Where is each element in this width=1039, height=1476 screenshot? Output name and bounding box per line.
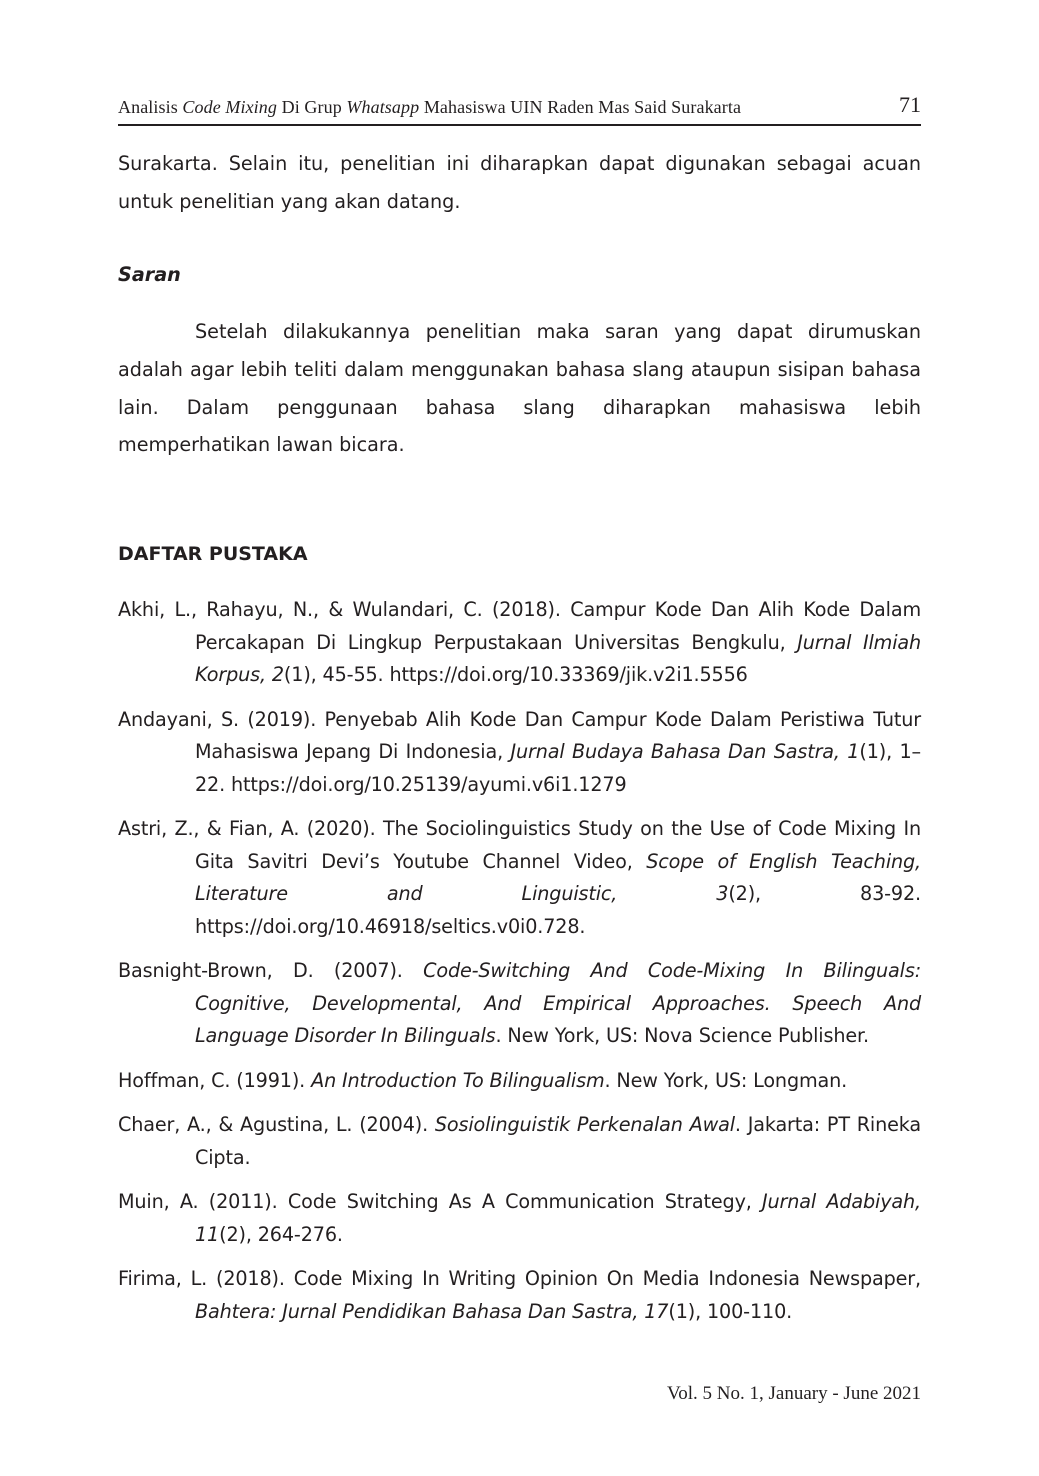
reference-source: Jurnal Ilmiah Korpus, 2 [195, 630, 921, 686]
reference-item [118, 704, 921, 802]
reference-text: Akhi, L., Rahayu, N., & Wulandari, C. (2018). Campur Kode Dan Alih Kode Dalam Percakapan Di Lingkup Perpustakaan Universitas Bengkulu, [118, 598, 921, 654]
reference-item [118, 1186, 921, 1251]
reference-text: Basnight-Brown, D. (2007). [118, 959, 424, 982]
reference-item [118, 1109, 921, 1174]
reference-text: (2), 264-276. [219, 1222, 343, 1246]
reference-text: (1), 100-110. [668, 1299, 793, 1323]
footer-volume: Vol. 5 No. 1, January - June 2021 [666, 1383, 921, 1404]
reference-text: (1), 45-55. https://doi.org/10.33369/jik.v2i1.5556 [283, 663, 748, 686]
header-title-part: Mahasiswa UIN Raden Mas Said Surakarta [419, 97, 742, 117]
running-header [118, 92, 921, 126]
body-paragraph-continued: Surakarta. Selain itu, penelitian ini diharapkan dapat digunakan sebagai acuan untuk penelitian yang akan datang. [118, 152, 921, 213]
reference-text: Andayani, S. (2019). Penyebab Alih Kode Dan Campur Kode Dalam Peristiwa Tutur Mahasiswa Jepang Di Indonesia, [118, 707, 921, 763]
header-title-italic: Code Mixing [182, 97, 277, 117]
body-paragraph-saran: Setelah dilakukannya penelitian maka saran yang dapat dirumuskan adalah agar lebih teliti dalam menggunakan bahasa slang ataupun sisipan bahasa lain. Dalam penggunaan bahasa slang diharapkan mahasiswa lebih memperhatikan lawan bicara. [118, 320, 921, 457]
references-heading: DAFTAR PUSTAKA [118, 543, 308, 565]
reference-item [118, 1263, 921, 1328]
reference-text: . New York, US: Longman. [604, 1068, 848, 1092]
header-title-italic: Whatsapp [346, 97, 420, 117]
reference-source: Jurnal Adabiyah, 11 [195, 1190, 921, 1246]
reference-source: Sosiolinguistik Perkenalan Awal [434, 1113, 735, 1136]
reference-item [118, 594, 921, 692]
section-heading-saran: Saran [118, 263, 181, 286]
page-number: 71 [899, 92, 921, 117]
reference-source: Bahtera: Jurnal Pendidikan Bahasa Dan Sastra, 17 [195, 1299, 669, 1323]
reference-text: Astri, Z., & Fian, A. (2020). The Sociolinguistics Study on the Use of Code Mixing In Gita Savitri Devi’s Youtube Channel Video, [118, 817, 921, 873]
reference-item [118, 813, 921, 943]
reference-source: Jurnal Budaya Bahasa Dan Sastra, 1 [510, 740, 860, 763]
reference-text: . New York, US: Nova Science Publisher. [495, 1024, 869, 1047]
running-header-title [118, 97, 741, 118]
reference-source: Code-Switching And Code-Mixing In Bilinguals: Cognitive, Developmental, And Empirical Approaches. Speech And Language Disorder In Bilinguals [195, 959, 922, 1047]
reference-list [118, 594, 921, 1340]
reference-text: Firima, L. (2018). Code Mixing In Writing Opinion On Media Indonesia Newspaper, [118, 1267, 921, 1290]
header-title-part: Analisis [118, 97, 183, 117]
header-title-part: Di Grup [277, 97, 347, 117]
reference-item [118, 955, 921, 1053]
reference-text: Muin, A. (2011). Code Switching As A Communication Strategy, [118, 1190, 763, 1213]
reference-item [118, 1065, 921, 1098]
reference-text: (1), 1–22. https://doi.org/10.25139/ayumi.v6i1.1279 [195, 740, 921, 796]
reference-text: Chaer, A., & Agustina, L. (2004). [118, 1113, 435, 1136]
reference-source: An Introduction To Bilingualism [311, 1068, 605, 1092]
reference-source: Scope of English Teaching, Literature and Linguistic, 3 [195, 849, 921, 905]
reference-text: Hoffman, C. (1991). [118, 1068, 312, 1092]
reference-text: . Jakarta: PT Rineka Cipta. [195, 1113, 922, 1169]
reference-text: (2), 83-92. https://doi.org/10.46918/seltics.v0i0.728. [195, 882, 921, 938]
